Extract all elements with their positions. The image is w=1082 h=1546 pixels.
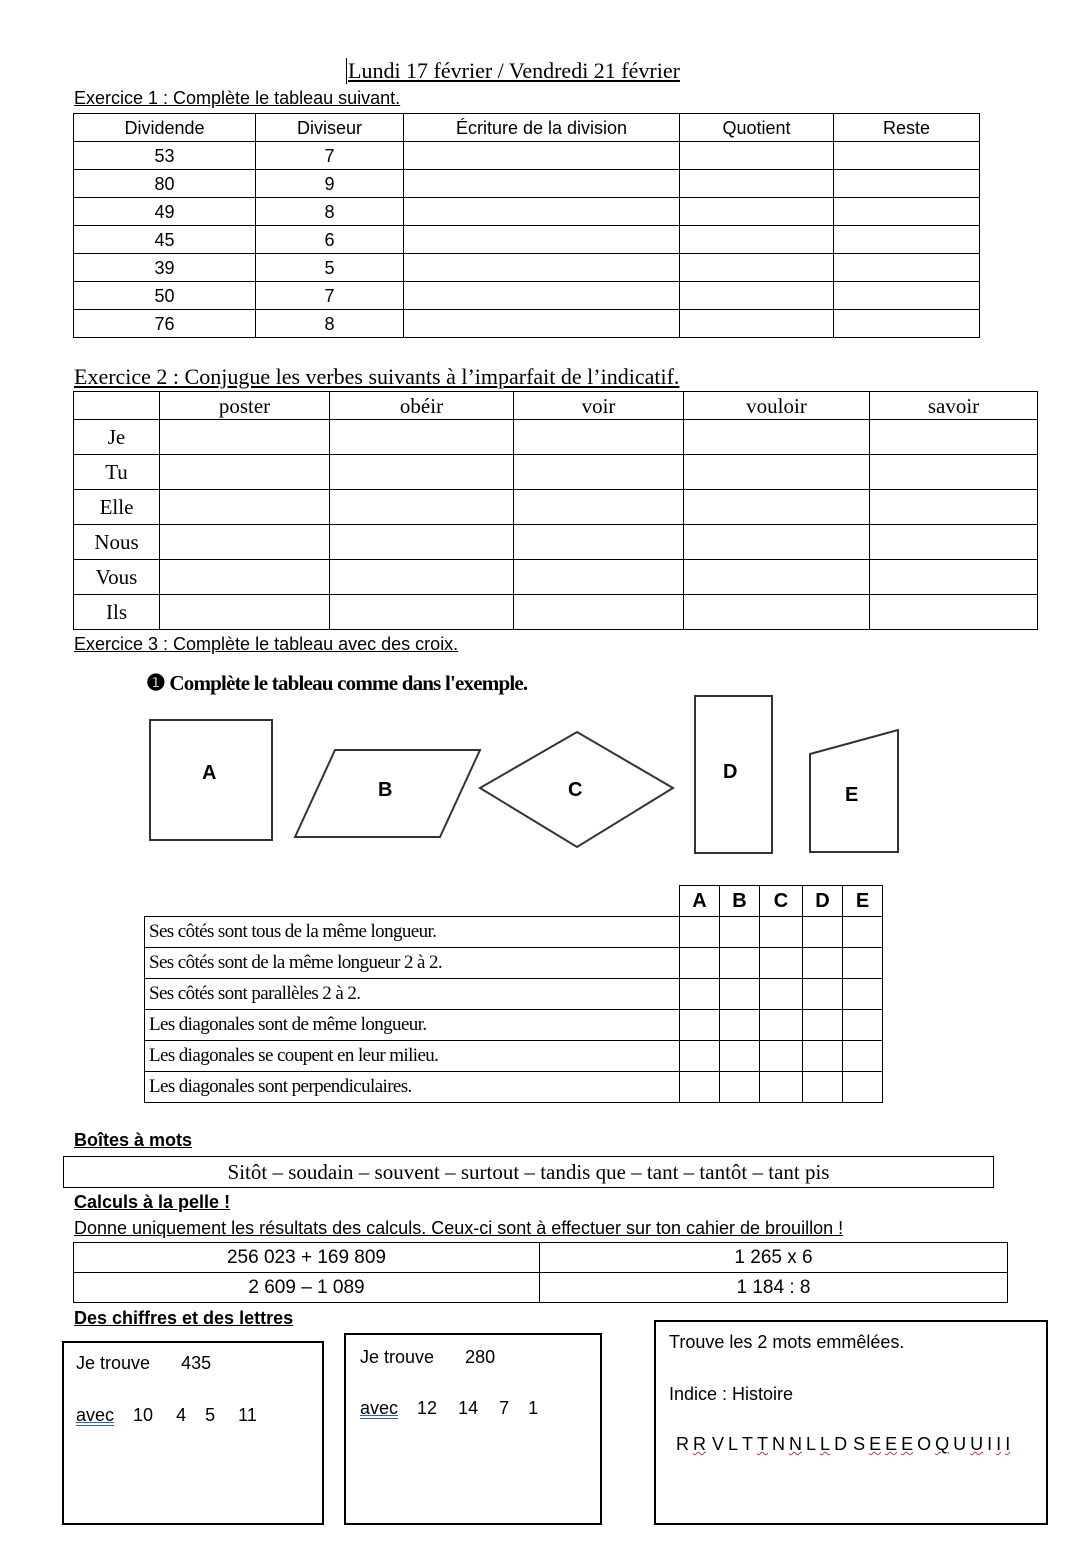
letter: L bbox=[820, 1434, 831, 1454]
conjugation-answer-cell[interactable] bbox=[684, 595, 870, 630]
letter: L bbox=[806, 1434, 817, 1454]
word-box-title: Boîtes à mots bbox=[74, 1130, 193, 1150]
property-label: Les diagonales sont de même longueur. bbox=[145, 1010, 680, 1041]
conjugation-answer-cell[interactable] bbox=[330, 525, 514, 560]
letter: N bbox=[789, 1434, 803, 1454]
letter: D bbox=[834, 1434, 848, 1454]
conjugation-answer-cell[interactable] bbox=[330, 595, 514, 630]
divisor-cell: 7 bbox=[256, 142, 404, 170]
checkbox-cell[interactable] bbox=[760, 1072, 803, 1103]
calc-cell: 1 265 x 6 bbox=[540, 1243, 1008, 1273]
conjugation-answer-cell[interactable] bbox=[330, 490, 514, 525]
checkbox-cell[interactable] bbox=[803, 1041, 843, 1072]
table-row bbox=[74, 142, 980, 170]
conjugation-answer-cell[interactable] bbox=[514, 455, 684, 490]
division-answer-cell[interactable] bbox=[404, 142, 680, 170]
dividend-cell: 49 bbox=[74, 198, 256, 226]
column-header: Dividende bbox=[74, 114, 256, 142]
conjugation-answer-cell[interactable] bbox=[514, 595, 684, 630]
letter: S bbox=[853, 1434, 866, 1454]
verb-header: poster bbox=[160, 392, 330, 420]
table-row bbox=[74, 490, 1038, 525]
calcs-title: Calculs à la pelle ! bbox=[74, 1192, 231, 1212]
numbers-title: Des chiffres et des lettres bbox=[74, 1308, 294, 1328]
conjugation-answer-cell[interactable] bbox=[160, 490, 330, 525]
conjugation-answer-cell[interactable] bbox=[330, 420, 514, 455]
division-table bbox=[73, 113, 980, 338]
dividend-cell: 80 bbox=[74, 170, 256, 198]
conjugation-answer-cell[interactable] bbox=[330, 455, 514, 490]
column-header: Reste bbox=[834, 114, 980, 142]
conjugation-table bbox=[73, 391, 1038, 630]
table-row bbox=[74, 170, 980, 198]
dividend-cell: 76 bbox=[74, 310, 256, 338]
checkbox-cell[interactable] bbox=[680, 1072, 720, 1103]
conjugation-answer-cell[interactable] bbox=[870, 560, 1038, 595]
conjugation-answer-cell[interactable] bbox=[870, 455, 1038, 490]
table-row bbox=[74, 595, 1038, 630]
letter: T bbox=[757, 1434, 769, 1454]
given-number: 1 bbox=[528, 1398, 539, 1418]
given-number: 4 bbox=[176, 1405, 187, 1425]
shape-label-e: E bbox=[845, 784, 859, 806]
quotient-answer-cell[interactable] bbox=[680, 226, 834, 254]
remainder-answer-cell[interactable] bbox=[834, 310, 980, 338]
conjugation-answer-cell[interactable] bbox=[514, 420, 684, 455]
checkbox-cell[interactable] bbox=[760, 948, 803, 979]
conjugation-answer-cell[interactable] bbox=[514, 525, 684, 560]
quotient-answer-cell[interactable] bbox=[680, 198, 834, 226]
dividend-cell: 39 bbox=[74, 254, 256, 282]
verb-header: vouloir bbox=[684, 392, 870, 420]
table-row bbox=[145, 1010, 883, 1041]
checkbox-cell[interactable] bbox=[680, 948, 720, 979]
exercise-2-title: Exercice 2 : Conjugue les verbes suivants à l’imparfait de l’indicatif. bbox=[74, 364, 680, 389]
table-row bbox=[74, 254, 980, 282]
letter: R bbox=[693, 1434, 706, 1454]
conjugation-answer-cell[interactable] bbox=[870, 420, 1038, 455]
quotient-answer-cell[interactable] bbox=[680, 254, 834, 282]
table-row bbox=[74, 282, 980, 310]
checkbox-cell[interactable] bbox=[760, 917, 803, 948]
checkbox-cell[interactable] bbox=[720, 1010, 760, 1041]
checkbox-cell[interactable] bbox=[680, 1010, 720, 1041]
table-row bbox=[145, 948, 883, 979]
letter: Q bbox=[935, 1434, 950, 1454]
property-label: Ses côtés sont tous de la même longueur. bbox=[145, 917, 680, 948]
calc-cell: 1 184 : 8 bbox=[540, 1273, 1008, 1303]
with-label: avec bbox=[360, 1398, 399, 1418]
page-title: Lundi 17 février / Vendredi 21 février bbox=[348, 58, 680, 83]
quotient-answer-cell[interactable] bbox=[680, 142, 834, 170]
letter: R bbox=[676, 1434, 689, 1454]
calcs-table bbox=[73, 1242, 1008, 1303]
conjugation-answer-cell[interactable] bbox=[684, 490, 870, 525]
letter: E bbox=[901, 1434, 914, 1454]
conjugation-answer-cell[interactable] bbox=[514, 560, 684, 595]
letter: I bbox=[996, 1434, 1002, 1454]
scrambled-words-box bbox=[654, 1320, 1048, 1525]
given-number: 14 bbox=[458, 1398, 479, 1418]
pronoun-cell: Vous bbox=[74, 560, 160, 595]
shape-column-header: D bbox=[803, 886, 843, 917]
column-header: Diviseur bbox=[256, 114, 404, 142]
dividend-cell: 45 bbox=[74, 226, 256, 254]
divisor-cell: 8 bbox=[256, 198, 404, 226]
conjugation-answer-cell[interactable] bbox=[330, 560, 514, 595]
conjugation-answer-cell[interactable] bbox=[160, 420, 330, 455]
division-answer-cell[interactable] bbox=[404, 254, 680, 282]
conjugation-answer-cell[interactable] bbox=[160, 595, 330, 630]
verb-header: savoir bbox=[870, 392, 1038, 420]
conjugation-answer-cell[interactable] bbox=[160, 560, 330, 595]
remainder-answer-cell[interactable] bbox=[834, 170, 980, 198]
conjugation-answer-cell[interactable] bbox=[684, 420, 870, 455]
table-row bbox=[74, 310, 980, 338]
numbers-box-2 bbox=[344, 1333, 602, 1525]
target-number: 435 bbox=[181, 1353, 212, 1373]
checkbox-cell[interactable] bbox=[843, 1041, 883, 1072]
division-answer-cell[interactable] bbox=[404, 170, 680, 198]
checkbox-cell[interactable] bbox=[680, 979, 720, 1010]
letter: L bbox=[728, 1434, 739, 1454]
divisor-cell: 5 bbox=[256, 254, 404, 282]
dividend-cell: 53 bbox=[74, 142, 256, 170]
checkbox-cell[interactable] bbox=[720, 1072, 760, 1103]
find-label: Je trouve bbox=[360, 1347, 435, 1367]
table-row bbox=[74, 560, 1038, 595]
corner-cell bbox=[74, 392, 160, 420]
letter: I bbox=[1005, 1434, 1011, 1454]
letter: O bbox=[917, 1434, 932, 1454]
conjugation-answer-cell[interactable] bbox=[870, 595, 1038, 630]
letter: T bbox=[742, 1434, 754, 1454]
scramble-hint: Indice : Histoire bbox=[669, 1384, 794, 1404]
shape-column-header: E bbox=[843, 886, 883, 917]
calc-cell: 2 609 – 1 089 bbox=[74, 1273, 540, 1303]
numbers-box-1 bbox=[62, 1341, 324, 1525]
property-label: Les diagonales sont perpendiculaires. bbox=[145, 1072, 680, 1103]
pronoun-cell: Je bbox=[74, 420, 160, 455]
checkbox-cell[interactable] bbox=[803, 917, 843, 948]
table-row bbox=[74, 420, 1038, 455]
scrambled-letters bbox=[676, 1434, 1014, 1455]
checkbox-cell[interactable] bbox=[803, 979, 843, 1010]
checkbox-cell[interactable] bbox=[843, 1010, 883, 1041]
division-answer-cell[interactable] bbox=[404, 226, 680, 254]
table-row bbox=[74, 455, 1038, 490]
property-label: Les diagonales se coupent en leur milieu. bbox=[145, 1041, 680, 1072]
property-label: Ses côtés sont de la même longueur 2 à 2. bbox=[145, 948, 680, 979]
remainder-answer-cell[interactable] bbox=[834, 142, 980, 170]
given-number: 5 bbox=[205, 1405, 216, 1425]
exercise-1-title: Exercice 1 : Complète le tableau suivant. bbox=[74, 88, 401, 108]
shape-label-c: C bbox=[568, 779, 583, 801]
conjugation-answer-cell[interactable] bbox=[514, 490, 684, 525]
division-answer-cell[interactable] bbox=[404, 198, 680, 226]
divisor-cell: 6 bbox=[256, 226, 404, 254]
letter: N bbox=[772, 1434, 786, 1454]
target-number: 280 bbox=[465, 1347, 496, 1367]
shape-column-header: A bbox=[680, 886, 720, 917]
letter: E bbox=[885, 1434, 898, 1454]
divisor-cell: 9 bbox=[256, 170, 404, 198]
word-list: Sitôt – soudain – souvent – surtout – tandis que – tant – tantôt – tant pis bbox=[227, 1160, 830, 1184]
instruction-bullet: ❶ bbox=[146, 670, 165, 695]
conjugation-answer-cell[interactable] bbox=[684, 525, 870, 560]
checkbox-cell[interactable] bbox=[720, 979, 760, 1010]
shape-properties-table bbox=[144, 885, 883, 1103]
pronoun-cell: Ils bbox=[74, 595, 160, 630]
pronoun-cell: Tu bbox=[74, 455, 160, 490]
divisor-cell: 8 bbox=[256, 310, 404, 338]
quotient-answer-cell[interactable] bbox=[680, 282, 834, 310]
checkbox-cell[interactable] bbox=[720, 948, 760, 979]
quotient-answer-cell[interactable] bbox=[680, 170, 834, 198]
column-header: Quotient bbox=[680, 114, 834, 142]
word-box bbox=[63, 1156, 994, 1188]
letter: U bbox=[970, 1434, 984, 1454]
letter: V bbox=[712, 1434, 725, 1454]
exercise-3-title: Exercice 3 : Complète le tableau avec des croix. bbox=[74, 634, 459, 654]
conjugation-answer-cell[interactable] bbox=[684, 560, 870, 595]
table-row bbox=[145, 1072, 883, 1103]
checkbox-cell[interactable] bbox=[803, 1072, 843, 1103]
calc-cell: 256 023 + 169 809 bbox=[74, 1243, 540, 1273]
division-answer-cell[interactable] bbox=[404, 282, 680, 310]
checkbox-cell[interactable] bbox=[843, 1072, 883, 1103]
verb-header: obéir bbox=[330, 392, 514, 420]
table-row bbox=[145, 917, 883, 948]
given-number: 12 bbox=[417, 1398, 438, 1418]
table-row bbox=[74, 198, 980, 226]
divisor-cell: 7 bbox=[256, 282, 404, 310]
blank-corner bbox=[145, 886, 680, 917]
property-label: Ses côtés sont parallèles 2 à 2. bbox=[145, 979, 680, 1010]
checkbox-cell[interactable] bbox=[760, 1041, 803, 1072]
column-header: Écriture de la division bbox=[404, 114, 680, 142]
checkbox-cell[interactable] bbox=[680, 1041, 720, 1072]
letter: U bbox=[953, 1434, 967, 1454]
conjugation-answer-cell[interactable] bbox=[160, 525, 330, 560]
calcs-instruction: Donne uniquement les résultats des calculs. Ceux-ci sont à effectuer sur ton cahier de brouillon ! bbox=[74, 1218, 844, 1238]
shape-label-b: B bbox=[378, 779, 393, 801]
table-row bbox=[145, 1041, 883, 1072]
conjugation-answer-cell[interactable] bbox=[870, 490, 1038, 525]
remainder-answer-cell[interactable] bbox=[834, 226, 980, 254]
table-row bbox=[74, 525, 1038, 560]
table-row bbox=[74, 226, 980, 254]
shape-column-header: B bbox=[720, 886, 760, 917]
checkbox-cell[interactable] bbox=[803, 948, 843, 979]
scramble-title: Trouve les 2 mots emmêlées. bbox=[669, 1332, 905, 1352]
shapes-figure bbox=[140, 690, 920, 870]
remainder-answer-cell[interactable] bbox=[834, 198, 980, 226]
pronoun-cell: Elle bbox=[74, 490, 160, 525]
checkbox-cell[interactable] bbox=[720, 1041, 760, 1072]
checkbox-cell[interactable] bbox=[760, 979, 803, 1010]
table-row bbox=[145, 979, 883, 1010]
verb-header: voir bbox=[514, 392, 684, 420]
letter: I bbox=[987, 1434, 993, 1454]
quotient-answer-cell[interactable] bbox=[680, 310, 834, 338]
given-number: 7 bbox=[499, 1398, 510, 1418]
letter: E bbox=[869, 1434, 882, 1454]
checkbox-cell[interactable] bbox=[803, 1010, 843, 1041]
checkbox-cell[interactable] bbox=[843, 948, 883, 979]
given-number: 10 bbox=[133, 1405, 154, 1425]
checkbox-cell[interactable] bbox=[843, 917, 883, 948]
find-label: Je trouve bbox=[76, 1353, 151, 1373]
dividend-cell: 50 bbox=[74, 282, 256, 310]
conjugation-answer-cell[interactable] bbox=[160, 455, 330, 490]
division-answer-cell[interactable] bbox=[404, 310, 680, 338]
with-label: avec bbox=[76, 1405, 115, 1425]
checkbox-cell[interactable] bbox=[720, 917, 760, 948]
remainder-answer-cell[interactable] bbox=[834, 282, 980, 310]
instruction-text: Complète le tableau comme dans l'exemple. bbox=[169, 671, 528, 695]
pronoun-cell: Nous bbox=[74, 525, 160, 560]
checkbox-cell[interactable] bbox=[843, 979, 883, 1010]
checkbox-cell[interactable] bbox=[680, 917, 720, 948]
conjugation-answer-cell[interactable] bbox=[684, 455, 870, 490]
shape-label-d: D bbox=[723, 761, 738, 783]
remainder-answer-cell[interactable] bbox=[834, 254, 980, 282]
conjugation-answer-cell[interactable] bbox=[870, 525, 1038, 560]
checkbox-cell[interactable] bbox=[760, 1010, 803, 1041]
shape-label-a: A bbox=[202, 762, 217, 784]
shape-column-header: C bbox=[760, 886, 803, 917]
given-number: 11 bbox=[238, 1405, 257, 1425]
